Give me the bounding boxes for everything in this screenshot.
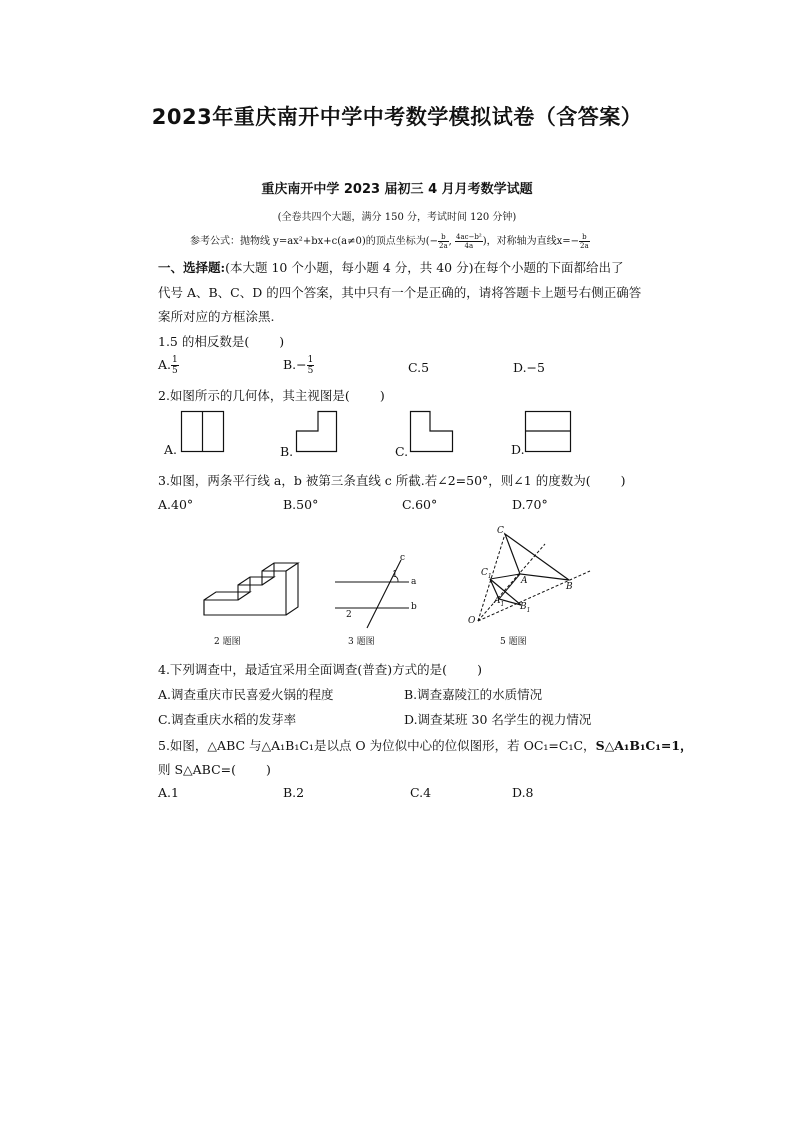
q5-ask: 则 S△ABC=( ) (158, 762, 271, 777)
q2-option-d-label: D. (511, 442, 525, 457)
figure-5-caption: 5 题图 (500, 637, 527, 647)
q2-option-c-label: C. (395, 444, 409, 459)
q1-option-b: B.− $\frac{1}{5}$ (283, 355, 314, 376)
q4-option-d: D.调查某班 30 名学生的视力情况 (404, 712, 592, 727)
q2-option-b-label: B. (280, 444, 294, 459)
formula-comma: , (448, 236, 456, 247)
q4-stem: 4.下列调查中，最适宜采用全面调查(普查)方式的是( ) (158, 662, 482, 677)
figure-5-label-B: B (566, 582, 573, 592)
section1-heading: 一、选择题: (158, 260, 226, 275)
q5-stem: 5.如图，△ABC 与△A₁B₁C₁是以点 O 为位似中心的位似图形，若 OC₁=C₁C，S△A₁B₁C₁=1， (158, 738, 693, 753)
section1-line1 (158, 258, 623, 276)
section1-line3: 案所对应的方框涂黑. (158, 309, 275, 324)
exam-note: (全卷共四个大题，满分 150 分，考试时间 120 分钟) (277, 212, 517, 223)
q3-option-b: B.50° (283, 497, 319, 512)
figure-3-label-angle1: 1 (392, 570, 398, 580)
q4-option-b: B.调查嘉陵江的水质情况 (404, 687, 543, 702)
fraction-b-2a: $\frac{b}{2a}$ (439, 233, 448, 250)
figure-5-label-C1: $C_1$ (481, 568, 492, 580)
q3-option-c: C.60° (402, 497, 438, 512)
q4-option-a: A.调查重庆市民喜爱火锅的程度 (158, 687, 334, 702)
figure-2-caption: 2 题图 (214, 637, 241, 647)
figure-3-label-a: a (411, 577, 417, 587)
q5-option-c: C.4 (410, 785, 432, 800)
q2-stem: 2.如图所示的几何体，其主视图是( ) (158, 388, 385, 403)
figure-3-label-b: b (411, 602, 417, 612)
q2-option-a-label: A. (164, 442, 178, 457)
q1-stem: 1.5 的相反数是( ) (158, 334, 285, 349)
q1-option-d: D.−5 (513, 360, 545, 375)
reference-formula (190, 232, 590, 250)
q5-option-b: B.2 (283, 785, 305, 800)
q5-option-a: A.1 (158, 785, 179, 800)
figure-5-label-C: C (497, 526, 504, 536)
figure-3-label-angle2: 2 (346, 610, 352, 620)
fraction-axis: $\frac{b}{2a}$ (580, 233, 589, 250)
figure-2-stairs (200, 565, 300, 625)
section1-line2: 代号 A、B、C、D 的四个答案，其中只有一个是正确的，请将答题卡上题号右侧正确答 (158, 285, 642, 300)
q1-option-a: A. $\frac{1}{5}$ (158, 355, 178, 376)
figure-3-label-c: c (400, 553, 406, 563)
q2-option-a-view (181, 411, 225, 453)
figure-3-caption: 3 题图 (348, 637, 375, 647)
q5-area-given: S△A₁B₁C₁=1， (595, 738, 693, 753)
q1-option-c: C.5 (408, 360, 430, 375)
formula-axis: )，对称轴为直线x=− (482, 236, 580, 247)
formula-prefix: 参考公式：抛物线 y=ax²+bx+c(a≠0)的顶点坐标为(− (190, 236, 439, 247)
figure-5-label-B1: $B_1$ (520, 602, 531, 614)
exam-title: 重庆南开中学 2023 届初三 4 月月考数学试题 (261, 182, 533, 197)
q2-option-d-view (525, 411, 571, 453)
q2-option-b-view (296, 411, 338, 453)
figure-5-label-A1: $A_1$ (494, 596, 505, 608)
q3-option-a: A.40° (158, 497, 194, 512)
figure-5-label-O: O (468, 616, 476, 626)
q3-option-d: D.70° (512, 497, 548, 512)
main-title: 2023年重庆南开中学中考数学模拟试卷（含答案） (151, 105, 643, 129)
q2-option-c-view (410, 411, 454, 453)
q5-option-d: D.8 (512, 785, 534, 800)
q4-option-c: C.调查重庆水稻的发芽率 (158, 712, 297, 727)
q3-stem: 3.如图，两条平行线 a，b 被第三条直线 c 所截.若∠2=50°，则∠1 的度数为( ) (158, 473, 626, 488)
figure-5-label-A: A (521, 576, 528, 586)
fraction-vertex-y: $\frac{\text{4ac−b²}}{4a}$ (456, 233, 482, 250)
section1-intro: (本大题 10 个小题，每小题 4 分，共 40 分)在每个小题的下面都给出了 (225, 260, 624, 275)
